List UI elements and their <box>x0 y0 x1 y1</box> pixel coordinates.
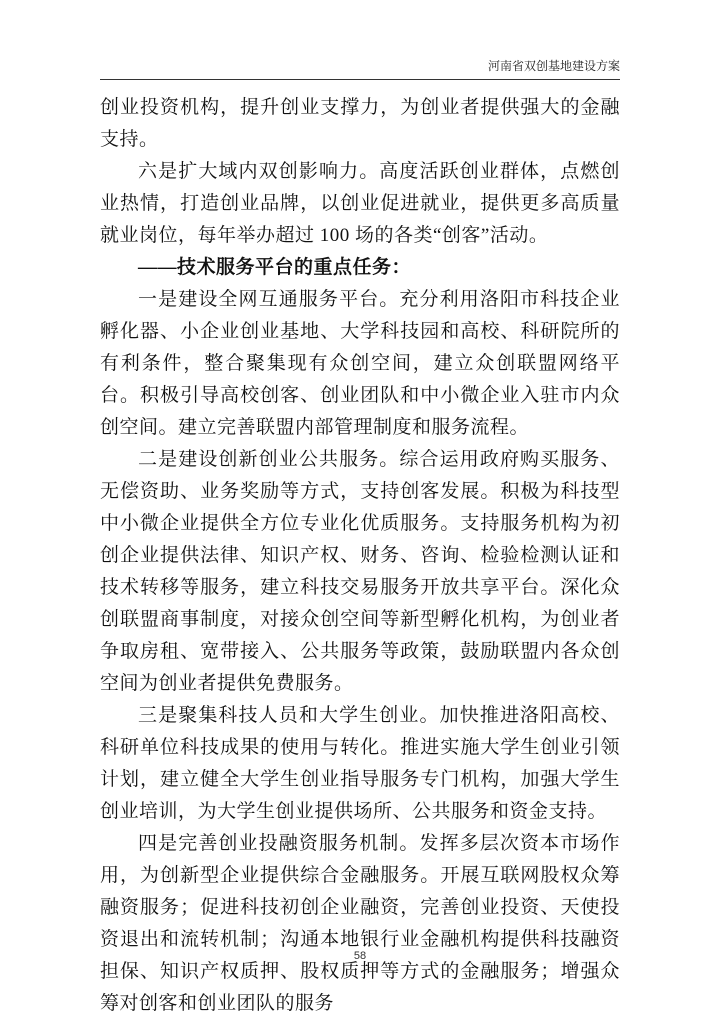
paragraph: 四是完善创业投融资服务机制。发挥多层次资本市场作用，为创新型企业提供综合金融服务。开展互联网股权众筹融资服务；促进科技初创企业融资，完善创业投资、天使投资退出和流转机制；沟通本地银行业金融机构提供科技融资担保、知识产权质押、股权质押等方式的金融服务；增强众筹对创客和创业团队的服务 <box>100 833 620 1014</box>
page-number: 58 <box>353 950 367 962</box>
paragraph: 二是建设创新创业公共服务。综合运用政府购买服务、无偿资助、业务奖励等方式，支持创客发展。积极为科技型中小微企业提供全方位专业化优质服务。支持服务机构为初创企业提供法律、知识产权、财务、咨询、检验检测认证和技术转移等服务，建立科技交易服务开放共享平台。深化众创联盟商事制度，对接众创空间等新型孵化机构，为创业者争取房租、宽带接入、公共服务等政策，鼓励联盟内各众创空间为创业者提供免费服务。 <box>100 449 620 694</box>
page-header <box>100 58 620 80</box>
paragraph: 六是扩大域内双创影响力。高度活跃创业群体，点燃创业热情，打造创业品牌，以创业促进就业，提供更多高质量就业岗位，每年举办超过 100 场的各类“创客”活动。 <box>100 161 620 246</box>
page-footer <box>0 950 720 962</box>
document-body <box>100 92 620 1018</box>
paragraph-continuation: 创业投资机构，提升创业支撑力，为创业者提供强大的金融支持。 <box>100 97 620 150</box>
header-title: 河南省双创基地建设方案 <box>487 59 620 73</box>
paragraph: 一是建设全网互通服务平台。充分利用洛阳市科技企业孵化器、小企业创业基地、大学科技园和高校、科研院所的有利条件，整合聚集现有众创空间，建立众创联盟网络平台。积极引导高校创客、创业团队和中小微企业入驻市内众创空间。建立完善联盟内部管理制度和服务流程。 <box>100 289 620 438</box>
section-heading: ——技术服务平台的重点任务： <box>138 257 412 278</box>
paragraph: 三是聚集科技人员和大学生创业。加快推进洛阳高校、科研单位科技成果的使用与转化。推进实施大学生创业引领计划，建立健全大学生创业指导服务专门机构，加强大学生创业培训，为大学生创业提供场所、公共服务和资金支持。 <box>100 705 620 822</box>
